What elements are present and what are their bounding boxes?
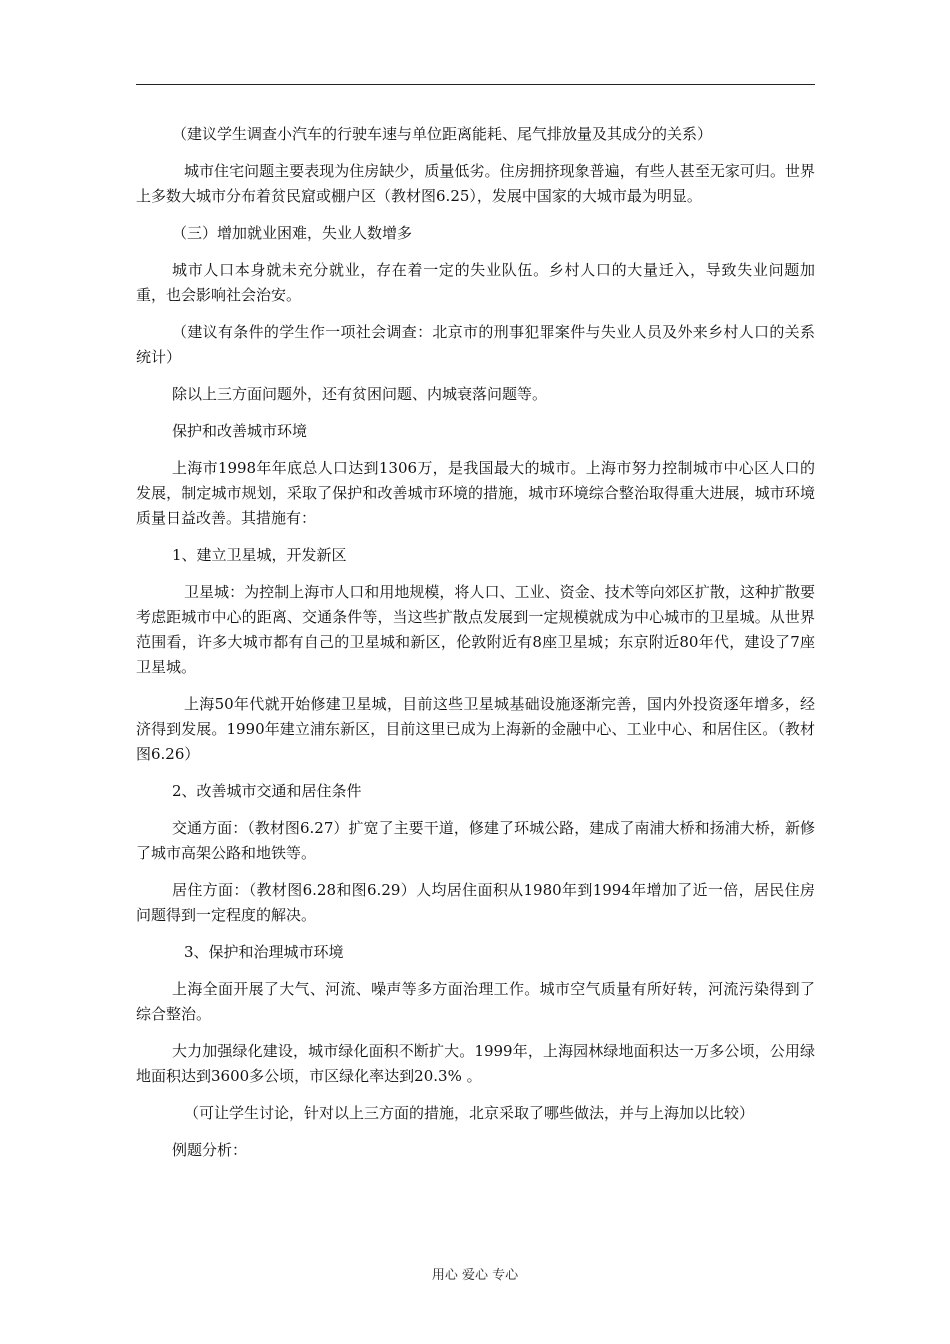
section-heading-environment: 保护和改善城市环境 [172, 422, 308, 440]
paragraph-greening: 大力加强绿化建设，城市绿化面积不断扩大。1999年，上海园林绿地面积达一万多公顷，公用绿地面积达到3600多公顷，市区绿化率达到20.3% 。 [136, 1042, 815, 1085]
item-heading-satellite: 1、建立卫星城，开发新区 [172, 546, 347, 564]
paragraph-crime-survey: （建议有条件的学生作一项社会调查：北京市的刑事犯罪案件与失业人员及外来乡村人口的关系统计） [136, 323, 815, 366]
paragraph-shanghai-satellite: 上海50年代就开始修建卫星城，目前这些卫星城基础设施逐渐完善，国内外投资逐年增多，经济得到发展。1990年建立浦东新区，目前这里已成为上海新的金融中心、工业中心、和居住区。（教材图6.26） [136, 695, 815, 763]
paragraph-pollution: 上海全面开展了大气、河流、噪声等多方面治理工作。城市空气质量有所好转，河流污染得到了综合整治。 [136, 980, 815, 1023]
paragraph-unemployment: 城市人口本身就未充分就业，存在着一定的失业队伍。乡村人口的大量迁入，导致失业问题加重，也会影响社会治安。 [136, 261, 815, 304]
paragraph-housing: 城市住宅问题主要表现为住房缺少，质量低劣。住房拥挤现象普遍，有些人甚至无家可归。世界上多数大城市分布着贫民窟或棚户区（教材图6.25），发展中国家的大城市最为明显。 [136, 162, 815, 205]
header-rule [136, 84, 815, 85]
paragraph-other-problems: 除以上三方面问题外，还有贫困问题、内城衰落问题等。 [172, 385, 548, 403]
item-heading-transport: 2、改善城市交通和居住条件 [172, 782, 362, 800]
section-heading-employment: （三）增加就业困难，失业人数增多 [172, 224, 413, 242]
item-heading-protect: 3、保护和治理城市环境 [184, 943, 344, 961]
paragraph-housing-improvement: 居住方面：（教材图6.28和图6.29）人均居住面积从1980年到1994年增加了近一倍，居民住房问题得到一定程度的解决。 [136, 881, 815, 924]
document-body [136, 122, 815, 1175]
page-footer: 用心 爱心 专心 [431, 1268, 519, 1283]
paragraph-transport: 交通方面：（教材图6.27）扩宽了主要干道，修建了环城公路，建成了南浦大桥和扬浦大桥，新修了城市高架公路和地铁等。 [136, 819, 815, 862]
paragraph-shanghai-intro: 上海市1998年年底总人口达到1306万，是我国最大的城市。上海市努力控制城市中心区人口的发展，制定城市规划，采取了保护和改善城市环境的措施，城市环境综合整治取得重大进展，城市环境质量日益改善。其措施有： [136, 459, 815, 527]
paragraph-satellite-city: 卫星城：为控制上海市人口和用地规模，将人口、工业、资金、技术等向郊区扩散，这种扩散要考虑距城市中心的距离、交通条件等，当这些扩散点发展到一定规模就成为中心城市的卫星城。从世界范围看，许多大城市都有自己的卫星城和新区，伦敦附近有8座卫星城；东京附近80年代，建设了7座卫星城。 [136, 583, 815, 676]
paragraph-survey-note: （建议学生调查小汽车的行驶车速与单位距离能耗、尾气排放量及其成分的关系） [172, 125, 713, 143]
paragraph-example-analysis: 例题分析： [172, 1141, 248, 1159]
paragraph-discussion: （可让学生讨论，针对以上三方面的措施，北京采取了哪些做法，并与上海加以比较） [184, 1104, 755, 1122]
